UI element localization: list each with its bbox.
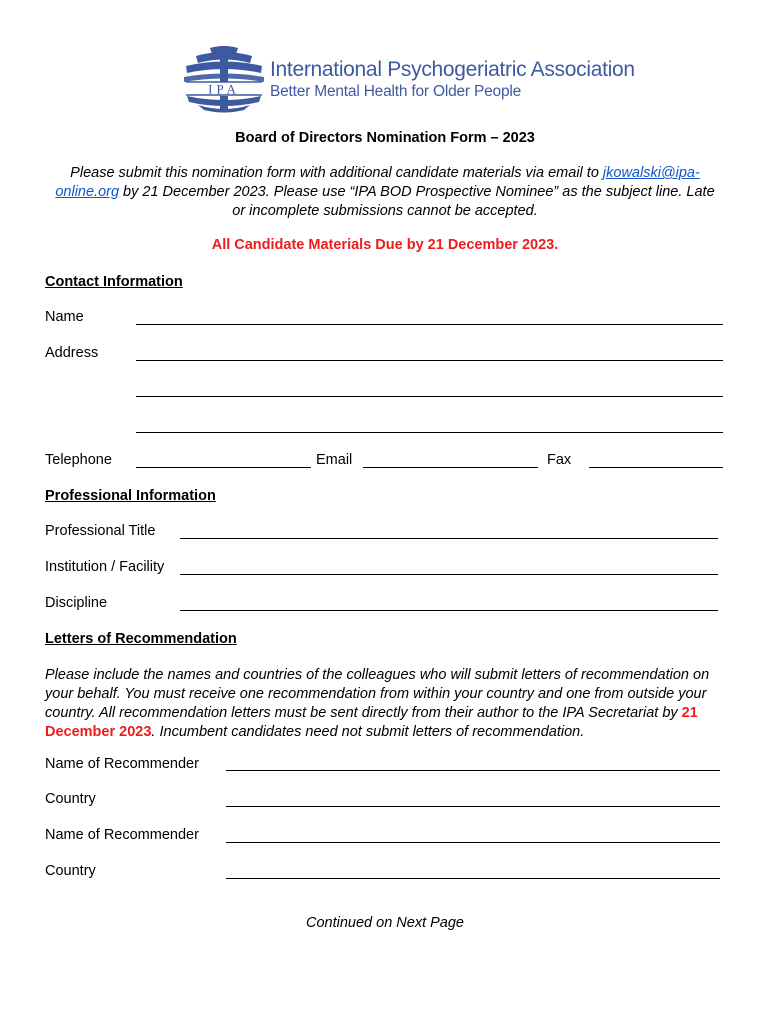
email-link[interactable]: jkowalski@ipa-online.org	[55, 165, 700, 200]
form-title: Board of Directors Nomination Form – 2023	[235, 130, 535, 146]
recommender-2-label: Name of Recommender	[45, 827, 199, 843]
fax-field[interactable]	[589, 467, 723, 468]
recommender-1-label: Name of Recommender	[45, 756, 199, 772]
country-2-field[interactable]	[226, 878, 720, 879]
contact-heading: Contact Information	[45, 274, 183, 290]
logo-abbr: IPA	[208, 81, 240, 97]
recommender-2-field[interactable]	[226, 842, 720, 843]
letters-paragraph	[45, 666, 735, 742]
recommender-1-field[interactable]	[226, 770, 720, 771]
email-field[interactable]	[363, 467, 538, 468]
address-field-line-1[interactable]	[136, 360, 723, 361]
fax-label: Fax	[547, 452, 572, 468]
institution-field[interactable]	[180, 574, 718, 575]
org-tagline: Better Mental Health for Older People	[270, 83, 522, 100]
name-field[interactable]	[136, 324, 723, 325]
address-field-line-3[interactable]	[136, 432, 723, 433]
telephone-field[interactable]	[136, 467, 311, 468]
professional-heading: Professional Information	[45, 488, 216, 504]
discipline-label: Discipline	[45, 595, 108, 611]
intro-text-1: Please submit this nomination form with additional candidate materials via email to	[70, 165, 603, 181]
discipline-field[interactable]	[180, 610, 718, 611]
professional-title-field[interactable]	[180, 538, 718, 539]
letters-text-2: . Incumbent candidates need not submit letters of recommendation.	[151, 724, 585, 740]
country-1-label: Country	[45, 791, 96, 807]
due-notice: All Candidate Materials Due by 21 December 2023.	[211, 237, 559, 253]
country-1-field[interactable]	[226, 806, 720, 807]
institution-label: Institution / Facility	[45, 559, 165, 575]
letters-text-1: Please include the names and countries of the colleagues who will submit letters of recommendation on your behalf. You must receive one recommendation from within your country and one from outside your country. All recommendation letters must be sent directly from their author to the IPA Secretariat by	[45, 667, 710, 721]
email-label: Email	[316, 452, 353, 468]
continued-note: Continued on Next Page	[306, 915, 464, 931]
telephone-label: Telephone	[45, 452, 112, 468]
intro-paragraph	[50, 164, 720, 221]
org-name: International Psychogeriatric Association	[270, 58, 635, 81]
address-label: Address	[45, 345, 99, 361]
letters-heading: Letters of Recommendation	[45, 631, 237, 647]
intro-text-2: by 21 December 2023. Please use “IPA BOD Prospective Nominee” as the subject line. Late or incomplete submissions cannot be accepted.	[119, 184, 715, 219]
globe-icon	[180, 44, 268, 114]
address-field-line-2[interactable]	[136, 396, 723, 397]
letters-deadline: 21 December 2023	[45, 705, 698, 740]
professional-title-label: Professional Title	[45, 523, 156, 539]
country-2-label: Country	[45, 863, 96, 879]
name-label: Name	[45, 309, 84, 325]
